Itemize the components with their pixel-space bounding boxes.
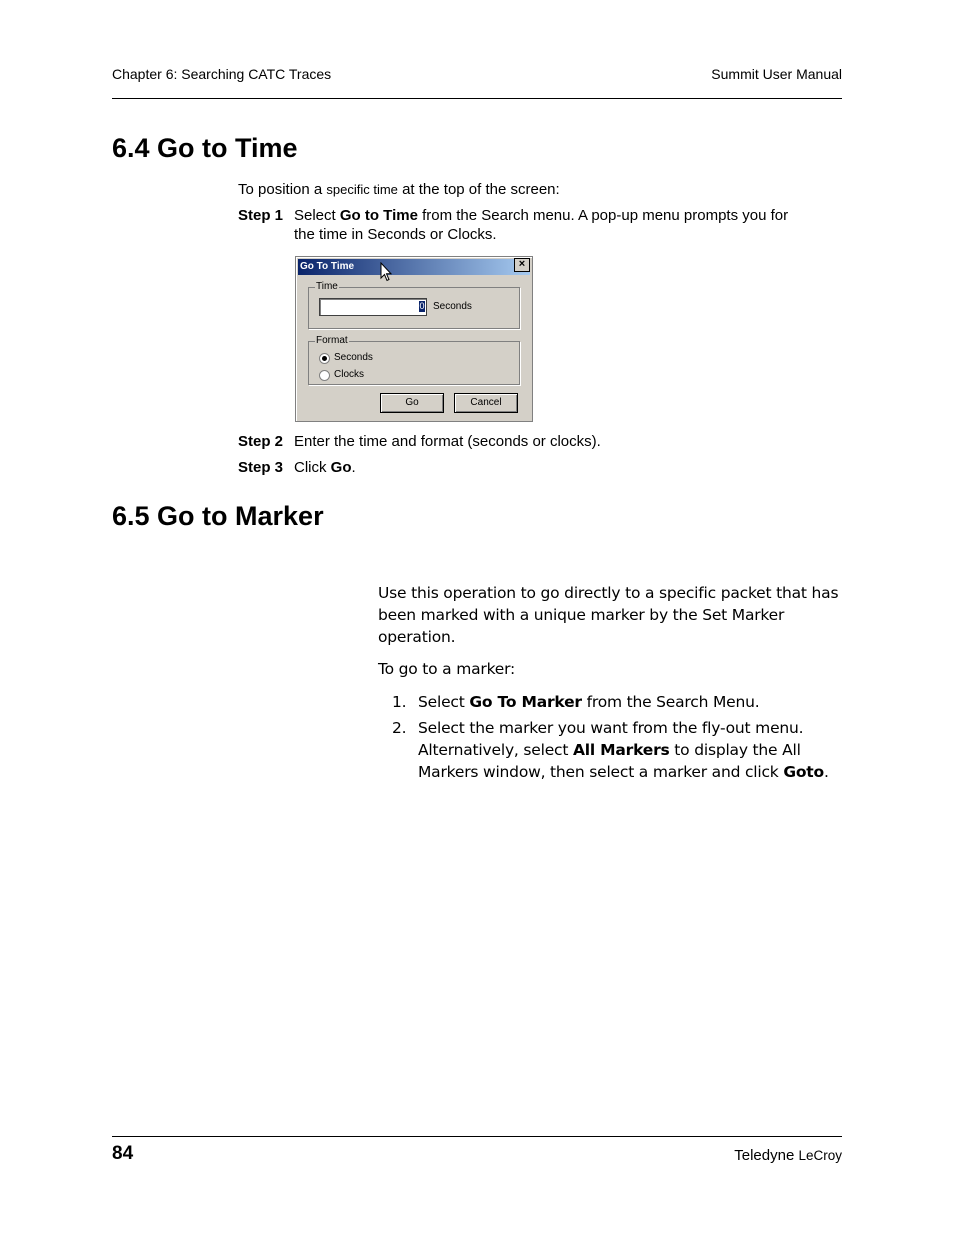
step-1-text-a: Select (294, 207, 340, 224)
step-3-text-b: Go (330, 459, 352, 476)
footer-rule (112, 1136, 842, 1137)
footer-company-b: LeCroy (798, 1148, 842, 1163)
radio-seconds[interactable] (319, 353, 330, 364)
radio-clocks[interactable] (319, 370, 330, 381)
footer-company (734, 1147, 842, 1164)
radio-clocks-label: Clocks (334, 369, 365, 380)
section-heading-go-to-time: 6.4 Go to Time (112, 133, 298, 163)
radio-seconds-label: Seconds (334, 352, 373, 363)
list-item-2-text-c: to display the All Markers window, then select a marker and click (418, 741, 801, 781)
step-3-text-c: . (351, 459, 356, 476)
step-1-text (294, 206, 794, 244)
step-3-text-a: Click (294, 459, 331, 476)
step-2-label: Step 2 (238, 433, 284, 450)
step-3 (238, 458, 794, 477)
section-heading-go-to-marker: 6.5 Go to Marker (112, 501, 324, 531)
dialog-title: Go To Time (300, 261, 355, 272)
dialog-title-bar (298, 259, 530, 275)
list-item-1-text-c: from the Search Menu. (581, 693, 760, 711)
list-item-2-text-e: . (823, 763, 829, 781)
cancel-button[interactable]: Cancel (454, 393, 518, 413)
list-item-2-text (418, 717, 838, 783)
list-item-2-text-d: Goto (783, 763, 824, 781)
list-item-1-text-b: Go To Marker (469, 693, 582, 711)
format-group (308, 335, 520, 385)
intro-text-c: at the top of the screen: (397, 181, 560, 198)
page-number: 84 (112, 1143, 134, 1164)
step-2-text: Enter the time and format (seconds or clocks). (294, 433, 601, 450)
go-to-time-dialog (295, 256, 533, 422)
step-1-text-c: from the Search menu. A pop-up menu prompts you for the time in Seconds or Clocks. (294, 207, 789, 243)
running-header-chapter: Chapter 6: Searching CATC Traces (112, 66, 332, 82)
step-1-label: Step 1 (238, 207, 284, 224)
time-unit-label: Seconds (433, 301, 472, 312)
list-item-2-text-b: All Markers (572, 741, 670, 759)
go-button[interactable]: Go (380, 393, 444, 413)
radio-selected-dot (322, 356, 327, 361)
list-item-2-text-a: Select the marker you want from the fly-out menu. Alternatively, select (418, 719, 804, 759)
time-group (308, 281, 520, 329)
list-item-2 (392, 717, 842, 783)
footer-company-a: Teledyne (734, 1147, 799, 1164)
step-2 (238, 432, 794, 451)
step-1-text-b: Go to Time (339, 207, 418, 224)
time-group-label: Time (316, 281, 338, 292)
close-icon[interactable]: × (514, 258, 530, 272)
intro-text-a: To position a (238, 181, 327, 198)
header-rule (112, 98, 842, 99)
step-1 (238, 206, 794, 244)
time-input-value: 0 (419, 301, 425, 311)
list-item-1-text-a: Select (418, 693, 470, 711)
time-input[interactable] (319, 298, 427, 316)
step-3-label: Step 3 (238, 459, 284, 476)
list-item-2-number: 2. (392, 719, 407, 737)
format-group-label: Format (316, 335, 348, 346)
marker-description: Use this operation to go directly to a specific packet that has been marked with a unique marker by the Set Marker operation. (378, 584, 839, 646)
list-item-1-text (418, 691, 838, 713)
list-item-1-number: 1. (392, 693, 407, 711)
list-item-1 (392, 691, 842, 713)
intro-text-b: specific time (326, 182, 398, 197)
mouse-pointer-icon (380, 262, 392, 282)
marker-instructions-intro: To go to a marker: (378, 660, 516, 678)
intro-paragraph (238, 180, 560, 199)
running-header-manual: Summit User Manual (711, 66, 842, 82)
step-3-text (294, 458, 794, 477)
